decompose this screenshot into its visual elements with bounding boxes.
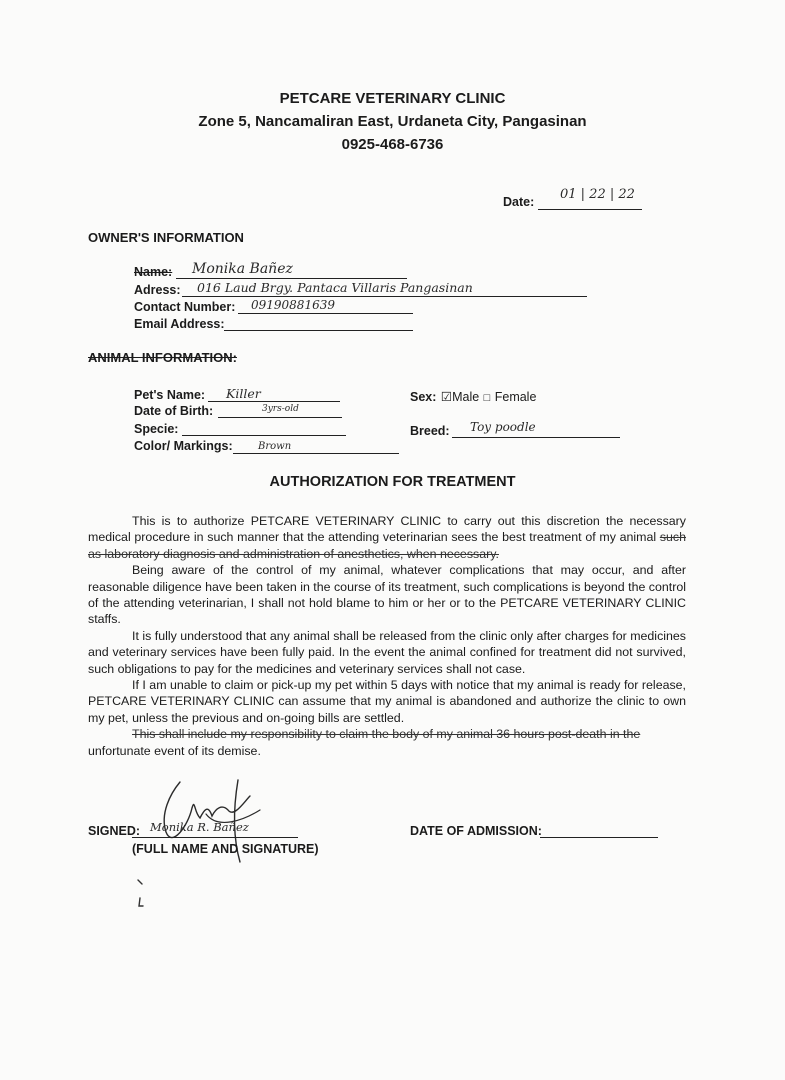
authorization-title: AUTHORIZATION FOR TREATMENT [269,474,516,490]
owner-address-value: 016 Laud Brgy. Pantaca Villaris Pangasinan [197,280,473,295]
paragraph-5 [88,726,686,742]
owner-section-heading: OWNER'S INFORMATION [88,230,244,245]
owner-name-value: Monika Bañez [192,261,293,277]
male-checkbox-icon[interactable]: ☑ [440,390,453,404]
paragraph-4: If I am unable to claim or pick-up my pet within 5 days with notice that my animal is ready for release, PETCARE VETERINARY CLINIC can assume that my animal is abandoned and authorize the clinic to own my pet, unless the previous and on-going bills are settled. [88,678,686,725]
color-label: Color/ Markings: [134,439,233,453]
signature-caption: (FULL NAME AND SIGNATURE) [132,842,319,856]
admission-date-label: DATE OF ADMISSION: [410,824,542,838]
breed-line [452,437,620,438]
sex-female-option: Female [494,390,537,404]
sex-male-option: Male [452,390,480,404]
breed-label: Breed: [410,424,450,438]
owner-contact-value: 09190881639 [251,298,335,312]
date-line [538,209,642,210]
owner-email-label: Email Address: [134,317,225,331]
authorization-body [88,513,686,759]
owner-name-label: Name: [134,265,173,279]
date-label: Date: [503,195,535,209]
clinic-name: PETCARE VETERINARY CLINIC [279,90,506,107]
clinic-phone: 0925-468-6736 [341,136,444,153]
pet-name-value: Killer [226,386,261,401]
female-checkbox-icon[interactable]: □ [483,392,491,404]
admission-date-line [540,837,658,838]
paragraph-3: It is fully understood that any animal shall be released from the clinic only after charges for medicines and veterinary services have been fully paid. In the event the animal confined for treatment did not survived, such obligations to pay for the medicines and veterinary services shall not case. [88,628,686,676]
sex-label: Sex: [410,390,437,404]
owner-contact-label: Contact Number: [134,300,236,314]
date-value: 01 | 22 | 22 [560,187,635,202]
dob-line [218,417,342,418]
pet-name-line [208,401,340,402]
pet-name-label: Pet's Name: [134,388,206,402]
paragraph-1-text: This is to authorize PETCARE VETERINARY CLINIC to carry out this discretion the necessary medical procedure in such manner that the attending veterinarian sees the best treatment of my animal [88,514,686,545]
sex-field [410,388,536,406]
dob-label: Date of Birth: [134,404,214,418]
owner-email-line [224,330,413,331]
signed-name-value: Monika R. Bañez [150,820,249,834]
signed-line [132,837,298,838]
breed-value: Toy poodle [470,420,536,434]
paragraph-1 [88,513,686,562]
owner-address-line [182,296,587,297]
paragraph-5-struck-text: This shall include my responsibility to claim the body of my animal 36 hours post-death in the [132,727,641,742]
dob-value: 3yrs-old [262,404,299,414]
pen-mark-icon [134,876,148,910]
animal-section-heading: ANIMAL INFORMATION: [88,350,237,365]
specie-line [182,435,346,436]
color-value: Brown [258,441,292,452]
color-line [233,453,399,454]
owner-contact-line [238,313,413,314]
owner-name-line [176,278,407,279]
paragraph-2: Being aware of the control of my animal, whatever complications that may occur, and after reasonable diligence have been taken in the course of its treatment, such complications is beyond the control of the attending veterinarian, I shall not hold blame to him or her or to the PETCARE VETERINARY CLINIC staffs. [88,563,686,627]
signed-label: SIGNED: [88,824,141,838]
paragraph-1-struck-text: such as laboratory diagnosis and administration of anesthetics, when necessary. [88,530,686,561]
paragraph-5-continuation: unfortunate event of its demise. [88,743,261,758]
specie-label: Specie: [134,422,179,436]
owner-address-label: Adress: [134,283,181,297]
clinic-address: Zone 5, Nancamaliran East, Urdaneta City, Pangasinan [198,113,587,130]
